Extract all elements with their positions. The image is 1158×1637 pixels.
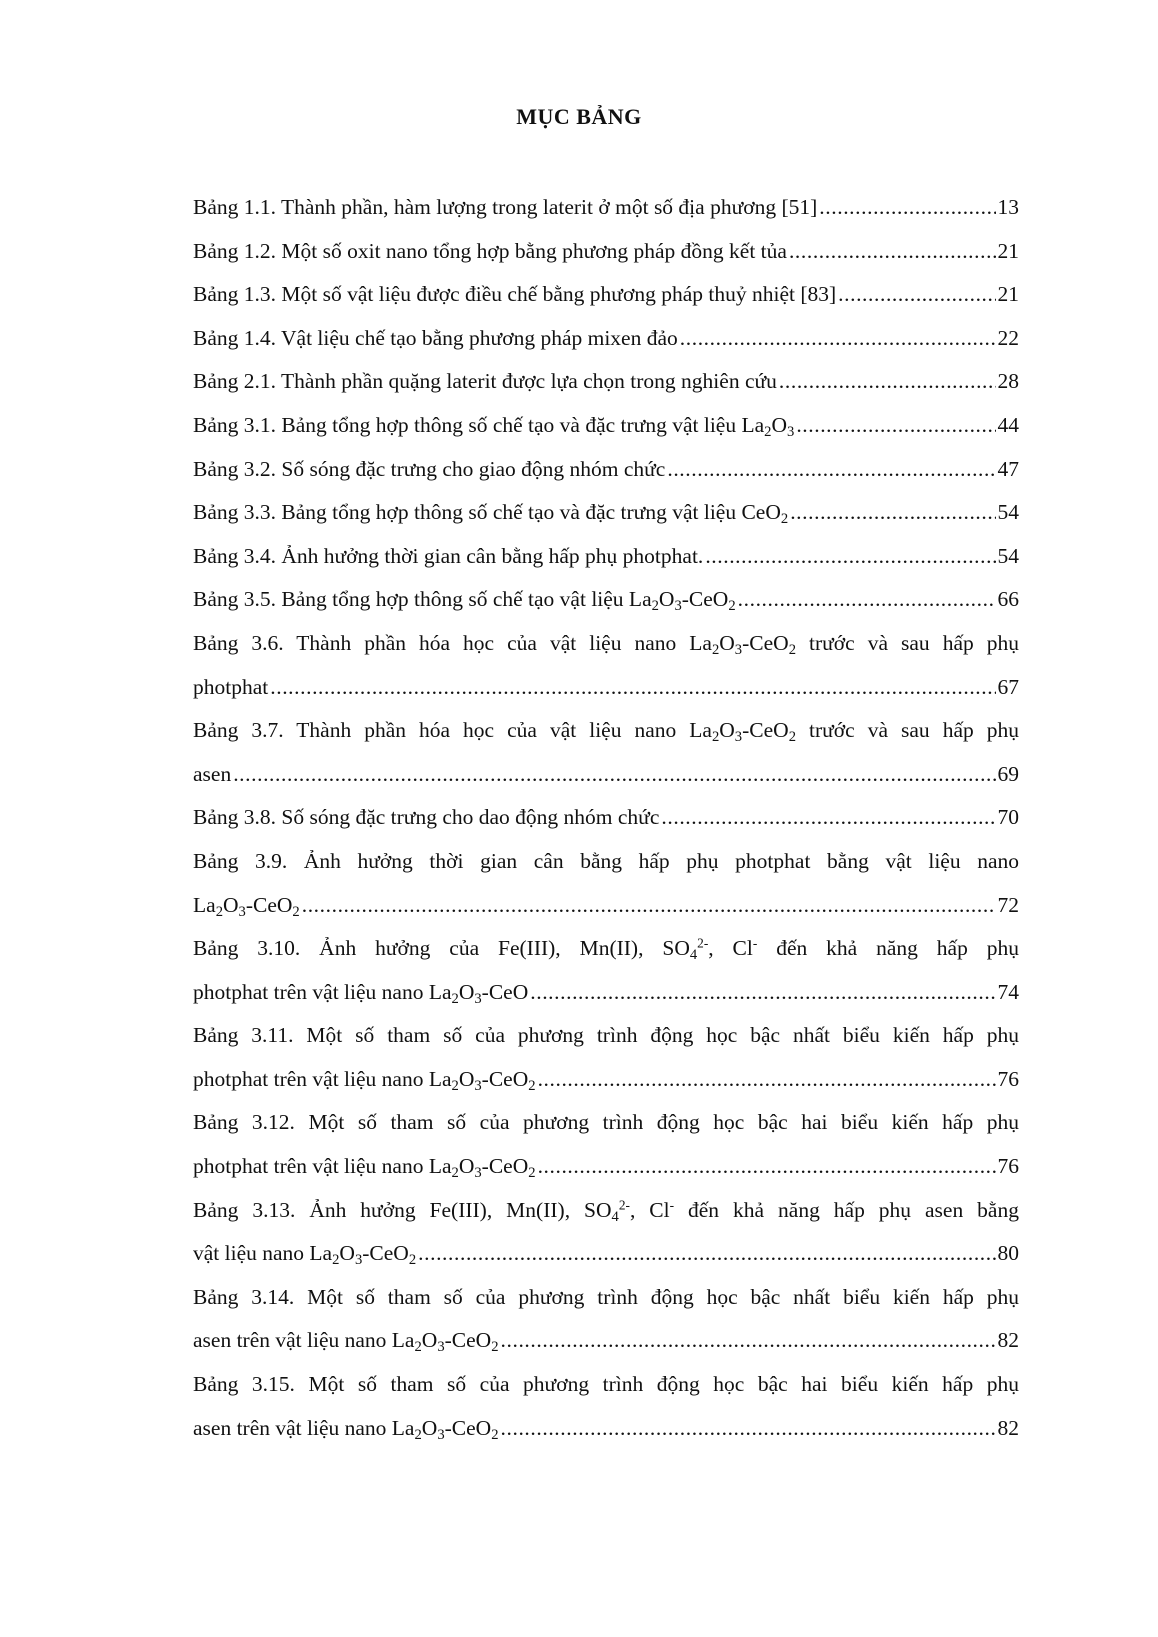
toc-entry-text: Bảng 3.10. Ảnh hưởng của Fe(III), Mn(II), $SO_4^{2-}$, Cl- đến khả năng hấp phụ <box>193 935 1019 964</box>
toc-page-number: 70 <box>997 805 1019 830</box>
toc-page-number: 72 <box>997 892 1019 917</box>
toc-page-number: 82 <box>997 1328 1019 1353</box>
page-title: MỤC BẢNG <box>516 104 642 129</box>
dot-leader <box>796 404 995 448</box>
toc-page-number: 44 <box>997 412 1019 437</box>
toc-entry-text: Bảng 2.1. Thành phần quặng laterit được lựa chọn trong nghiên cứu <box>193 369 777 394</box>
toc-entry-3-9[interactable] <box>193 840 1019 884</box>
toc-entry-3-14-cont[interactable] <box>193 1319 1019 1363</box>
toc-entry-1-4[interactable] <box>193 317 1019 361</box>
toc-entry-1-3[interactable] <box>193 273 1019 317</box>
toc-entry-text: Bảng 3.9. Ảnh hưởng thời gian cân bằng hấp phụ photphat bằng vật liệu nano <box>193 848 1019 873</box>
toc-entry-text: Bảng 1.1. Thành phần, hàm lượng trong laterit ở một số địa phương [51] <box>193 195 818 219</box>
toc-entry-3-11[interactable] <box>193 1014 1019 1058</box>
toc-entry-text: photphat trên vật liệu nano $La_2O_3-CeO_2$ <box>193 1066 536 1094</box>
toc-page-number: 13 <box>997 195 1019 219</box>
toc-entry-text: Bảng 3.12. Một số tham số của phương trình động học bậc hai biểu kiến hấp phụ <box>193 1110 1019 1135</box>
toc-entry-text: asen <box>193 761 232 786</box>
toc-entry-text: Bảng 3.13. Ảnh hưởng Fe(III), Mn(II), $SO_4^{2-}$, Cl- đến khả năng hấp phụ asen bằng <box>193 1197 1019 1225</box>
toc-page-number: 54 <box>997 543 1019 568</box>
dot-leader <box>838 273 995 317</box>
toc-page-number: 21 <box>997 282 1019 307</box>
toc-entry-1-2[interactable] <box>193 230 1019 274</box>
dot-leader <box>270 666 995 710</box>
toc-entry-3-12-cont[interactable] <box>193 1145 1019 1189</box>
toc-entry-3-5[interactable] <box>193 578 1019 622</box>
toc-entry-3-10-cont[interactable] <box>193 971 1019 1015</box>
toc-entry-text: Bảng 3.6. Thành phần hóa học của vật liệu nano $La_2O_3-CeO_2$ trước và sau hấp phụ <box>193 630 1019 659</box>
dot-leader <box>418 1232 995 1276</box>
dot-leader <box>302 884 996 928</box>
toc-entry-3-13[interactable] <box>193 1189 1019 1233</box>
table-list <box>193 186 1019 1450</box>
toc-entry-3-13-cont[interactable] <box>193 1232 1019 1276</box>
toc-entry-text: Bảng 1.3. Một số vật liệu được điều chế bằng phương pháp thuỷ nhiệt [83] <box>193 282 837 307</box>
toc-entry-text: Bảng 3.1. Bảng tổng hợp thông số chế tạo và đặc trưng vật liệu $La_2O_3$ <box>193 412 795 441</box>
toc-entry-text: Bảng 3.8. Số sóng đặc trưng cho dao động nhóm chức <box>193 805 660 830</box>
dot-leader <box>530 971 995 1015</box>
toc-page-number: 82 <box>997 1415 1019 1440</box>
toc-entry-3-11-cont[interactable] <box>193 1058 1019 1102</box>
toc-entry-3-2[interactable] <box>193 448 1019 492</box>
dot-leader <box>738 578 996 622</box>
toc-entry-1-1[interactable] <box>193 186 1019 230</box>
toc-entry-text: Bảng 3.3. Bảng tổng hợp thông số chế tạo và đặc trưng vật liệu CeO$_2$ <box>193 500 789 528</box>
toc-entry-text: $La_2O_3-CeO_2$ <box>193 892 300 920</box>
toc-entry-3-4[interactable] <box>193 535 1019 579</box>
dot-leader <box>538 1145 996 1189</box>
dot-leader <box>233 753 995 797</box>
toc-entry-text: Bảng 1.4. Vật liệu chế tạo bằng phương pháp mixen đảo <box>193 325 678 350</box>
toc-entry-text: asen trên vật liệu nano $La_2O_3-CeO_2$ <box>193 1328 499 1356</box>
toc-entry-3-1[interactable] <box>193 404 1019 448</box>
toc-entry-3-6-cont[interactable] <box>193 666 1019 710</box>
toc-entry-3-6[interactable] <box>193 622 1019 666</box>
toc-entry-text: Bảng 3.5. Bảng tổng hợp thông số chế tạo vật liệu $La_2O_3-CeO_2$ <box>193 587 736 615</box>
dot-leader <box>819 186 995 230</box>
toc-entry-text: Bảng 3.11. Một số tham số của phương trình động học bậc nhất biểu kiến hấp phụ <box>193 1023 1019 1048</box>
toc-entry-text: Bảng 3.2. Số sóng đặc trưng cho giao động nhóm chức <box>193 456 666 481</box>
toc-page-number: 69 <box>997 761 1019 786</box>
toc-entry-3-9-cont[interactable] <box>193 884 1019 928</box>
toc-entry-3-3[interactable] <box>193 491 1019 535</box>
toc-entry-text: Bảng 3.14. Một số tham số của phương trình động học bậc nhất biểu kiến hấp phụ <box>193 1284 1019 1309</box>
toc-page-number: 21 <box>997 238 1019 263</box>
dot-leader <box>501 1319 996 1363</box>
toc-entry-text: asen trên vật liệu nano $La_2O_3-CeO_2$ <box>193 1415 499 1443</box>
toc-entry-text: photphat <box>193 674 269 699</box>
toc-entry-text: Bảng 3.4. Ảnh hưởng thời gian cân bằng hấp phụ photphat. <box>193 543 704 568</box>
toc-page-number: 54 <box>997 500 1019 525</box>
toc-page-number: 74 <box>997 979 1019 1004</box>
toc-entry-text: photphat trên vật liệu nano $La_2O_3-CeO_2$ <box>193 1154 536 1182</box>
toc-entry-text: Bảng 3.15. Một số tham số của phương trình động học bậc hai biểu kiến hấp phụ <box>193 1372 1019 1397</box>
toc-page-number: 28 <box>997 369 1019 394</box>
dot-leader <box>667 448 995 492</box>
dot-leader <box>680 317 996 361</box>
toc-entry-text: Bảng 3.7. Thành phần hóa học của vật liệu nano $La_2O_3-CeO_2$ trước và sau hấp phụ <box>193 718 1019 746</box>
dot-leader <box>790 491 995 535</box>
toc-page-number: 76 <box>997 1154 1019 1179</box>
dot-leader <box>501 1407 996 1451</box>
toc-page-number: 47 <box>997 456 1019 481</box>
dot-leader <box>538 1058 996 1102</box>
toc-entry-3-10[interactable] <box>193 927 1019 971</box>
toc-entry-text: vật liệu nano $La_2O_3-CeO_2$ <box>193 1241 417 1269</box>
toc-entry-3-7[interactable] <box>193 709 1019 753</box>
toc-entry-3-14[interactable] <box>193 1276 1019 1320</box>
toc-page-number: 67 <box>997 674 1019 699</box>
toc-entry-3-8[interactable] <box>193 796 1019 840</box>
toc-entry-3-12[interactable] <box>193 1101 1019 1145</box>
toc-page-number: 80 <box>997 1241 1019 1266</box>
toc-entry-3-15-cont[interactable] <box>193 1407 1019 1451</box>
dot-leader <box>779 360 996 404</box>
toc-page-number: 76 <box>997 1066 1019 1091</box>
toc-entry-3-15[interactable] <box>193 1363 1019 1407</box>
toc-entry-text: photphat trên vật liệu nano $La_2O_3$-CeO <box>193 979 529 1007</box>
toc-entry-2-1[interactable] <box>193 360 1019 404</box>
dot-leader <box>705 535 995 579</box>
dot-leader <box>661 796 995 840</box>
toc-page-number: 22 <box>997 325 1019 350</box>
toc-page-number: 66 <box>997 587 1019 612</box>
toc-entry-3-7-cont[interactable] <box>193 753 1019 797</box>
dot-leader <box>789 230 996 274</box>
toc-entry-text: Bảng 1.2. Một số oxit nano tổng hợp bằng phương pháp đồng kết tủa <box>193 238 787 263</box>
